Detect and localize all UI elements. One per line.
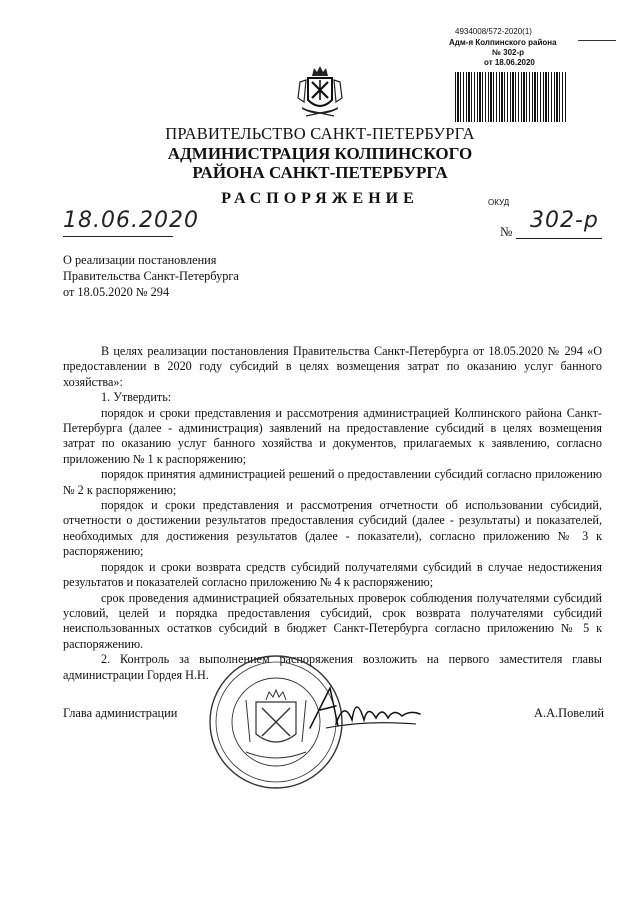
coat-of-arms-emblem — [292, 62, 348, 120]
document-body — [63, 344, 602, 683]
barcode — [455, 72, 567, 122]
registration-date: от 18.06.2020 — [484, 58, 535, 67]
subject-line: от 18.05.2020 № 294 — [63, 285, 170, 299]
document-subject — [63, 252, 239, 300]
stamp-underline — [578, 40, 616, 41]
document-number: 302-р — [530, 208, 599, 233]
signatory-title: Глава администрации — [63, 706, 178, 720]
administration-title: АДМИНИСТРАЦИЯ КОЛПИНСКОГО — [167, 144, 473, 163]
district-title: РАЙОНА САНКТ-ПЕТЕРБУРГА — [192, 163, 448, 182]
document-type: РАСПОРЯЖЕНИЕ — [221, 190, 419, 207]
registration-code: 4934008/572-2020(1) — [455, 27, 532, 36]
body-paragraph: порядок и сроки представления и рассмотрения отчетности об использовании субсидий, отчетности о достижении результатов предоставления субсидий (далее - результаты) и показателей, необходимых для достижения результатов (далее - показатели), согласно приложению № 3 к распоряжению; — [63, 498, 602, 559]
signatory-name: А.А.Повелий — [534, 706, 604, 720]
body-paragraph: 2. Контроль за выполнением распоряжения возложить на первого заместителя главы администрации Гордея Н.Н. — [63, 652, 602, 682]
okud-label: ОКУД — [488, 198, 510, 207]
body-paragraph: порядок и сроки возврата средств субсидий получателями субсидий в случае недостижения результатов и показателей согласно приложению № 4 к распоряжению; — [63, 559, 602, 590]
number-label: № — [500, 224, 513, 239]
government-title: ПРАВИТЕЛЬСТВО САНКТ-ПЕТЕРБУРГА — [165, 124, 475, 143]
handwritten-signature — [306, 680, 424, 736]
body-paragraph: 1. Утвердить: — [101, 390, 172, 405]
subject-line: О реализации постановления — [63, 253, 217, 267]
number-underline — [516, 238, 602, 239]
registration-office: Адм-я Колпинского района — [449, 38, 557, 47]
registration-number: № 302-р — [492, 48, 525, 57]
body-paragraph: порядок и сроки представления и рассмотрения администрацией Колпинского района Санкт-Петербурга (далее - администрация) заявлений на предоставление субсидий в целях возмещения затрат по оказанию услуг банного хозяйства и документов, прилагаемых к заявлению, согласно приложению № 1 к распоряжению; — [63, 405, 602, 466]
document-date: 18.06.2020 — [63, 208, 199, 233]
body-paragraph: порядок принятия администрацией решений о предоставлении субсидий согласно приложению № 2 к распоряжению; — [63, 467, 602, 497]
subject-line: Правительства Санкт-Петербурга — [63, 269, 239, 283]
date-underline — [63, 236, 173, 237]
body-paragraph: срок проведения администрацией обязательных проверок соблюдения получателями субсидий условий, целей и порядка предоставления субсидий, срок возврата получателями субсидий неиспользованных остатков субсидий в бюджет Санкт-Петербурга согласно приложению № 5 к распоряжению. — [63, 590, 602, 651]
body-paragraph: В целях реализации постановления Правительства Санкт-Петербурга от 18.05.2020 № 294 «О предоставлении в 2020 году субсидий в целях возмещения затрат по оказанию услуг банного хозяйства»: — [63, 344, 602, 389]
